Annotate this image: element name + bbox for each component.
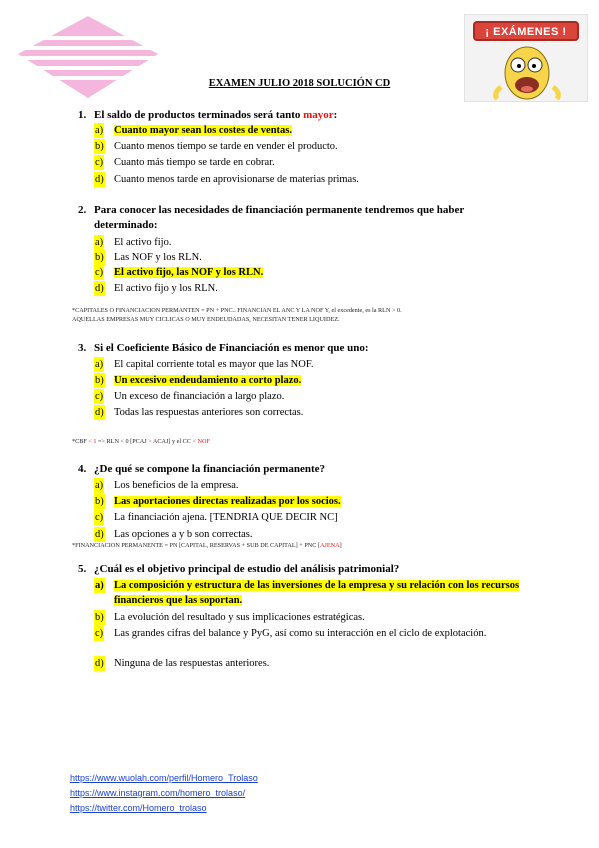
question-text: El saldo de productos terminados será tanto mayor:: [94, 109, 338, 121]
option-3b: b) Un excesivo endeudamiento a corto plazo.: [95, 375, 302, 386]
option-5a: a) La composición y estructura de las inversiones de la empresa y su relación con los recursos financieros que las soportan.: [95, 580, 520, 606]
option-2a: a) El activo fijo.: [95, 237, 172, 248]
correct-answer: Un excesivo endeudamiento a corto plazo.: [114, 375, 302, 386]
option-4d: d) Las opciones a y b son correctas.: [95, 529, 253, 540]
link-twitter[interactable]: https://twitter.com/Homero_trolaso: [70, 803, 207, 813]
page-title: EXAMEN JULIO 2018 SOLUCIÓN CD: [208, 78, 391, 89]
option-4a: a) Los beneficios de la empresa.: [95, 480, 239, 491]
option-3a: a) El capital corriente total es mayor que las NOF.: [95, 359, 314, 370]
badge-banner: ¡ EXÁMENES !: [473, 21, 579, 41]
option-2d: d) El activo fijo y los RLN.: [95, 283, 218, 294]
question-5: [78, 562, 528, 577]
note-4: *FINANCIACION PERMANENTE = PN [CAPITAL, RESERVAS + SUB DE CAPITAL] + PNC [AJENA]: [72, 542, 342, 549]
question-2: [78, 203, 528, 233]
question-text: Para conocer las necesidades de financiación permanente tendremos que haber determinado:: [94, 204, 465, 231]
question-number: 5.: [78, 563, 87, 575]
option-1a: a) Cuanto mayor sean los costes de ventas.: [95, 125, 293, 136]
option-2c: c) El activo fijo, las NOF y los RLN.: [95, 267, 264, 278]
correct-answer: Las aportaciones directas realizadas por los socios.: [114, 496, 341, 507]
correct-answer: El activo fijo, las NOF y los RLN.: [114, 267, 264, 278]
question-number: 4.: [78, 463, 87, 475]
option-5c: c) Las grandes cifras del balance y PyG, así como su interacción en el ciclo de explotación.: [95, 628, 487, 639]
note-2: *CAPITALES O FINANCIACION PERMANTEN = PN + PNC.. FINANCIAN EL ANC Y LA NOF Y, el excedente, es la RLN > 0. AQUELLAS EMPRESAS MUY CICLICAS O MUY ENDEUDADAS, NECESITAN TENER LIQUIDEZ.: [72, 307, 402, 323]
option-2b: b) Las NOF y los RLN.: [95, 252, 202, 263]
option-4c: c) La financiación ajena. [TENDRIA QUE DECIR NC]: [95, 512, 338, 523]
option-1b: b) Cuanto menos tiempo se tarde en vender el producto.: [95, 141, 338, 152]
option-4b: b) Las aportaciones directas realizadas por los socios.: [95, 496, 341, 507]
question-text: Si el Coeficiente Básico de Financiación es menor que uno:: [94, 342, 369, 354]
option-5b: b) La evolución del resultado y sus implicaciones estratégicas.: [95, 612, 365, 623]
question-1: [78, 108, 528, 123]
option-1d: d) Cuanto menos tarde en aprovisionarse de materias primas.: [95, 174, 359, 185]
correct-answer: La composición y estructura de las inversiones de la empresa y su relación con los recursos financieros que las soportan.: [114, 580, 520, 606]
note-3: *CBF < 1 => RLN < 0 [PCAJ > ACAJ] y el CC < NOF: [72, 438, 210, 445]
question-text: ¿Cuál es el objetivo principal de estudio del análisis patrimonial?: [94, 563, 400, 575]
option-1c: c) Cuanto más tiempo se tarde en cobrar.: [95, 157, 275, 168]
social-links: [70, 771, 258, 816]
question-4: [78, 462, 528, 477]
question-3: [78, 341, 528, 356]
question-text: ¿De qué se compone la financiación permanente?: [94, 463, 325, 475]
cartoon-character-icon: [487, 43, 567, 101]
correct-answer: Cuanto mayor sean los costes de ventas.: [114, 125, 293, 136]
question-number: 1.: [78, 109, 87, 121]
link-instagram[interactable]: https://www.instagram.com/homero_trolaso/: [70, 788, 246, 798]
question-number: 3.: [78, 342, 87, 354]
option-3c: c) Un exceso de financiación a largo plazo.: [95, 391, 285, 402]
question-number: 2.: [78, 204, 87, 216]
option-3d: d) Todas las respuestas anteriores son correctas.: [95, 407, 304, 418]
option-5d: d) Ninguna de las respuestas anteriores.: [95, 658, 270, 669]
link-wuolah[interactable]: https://www.wuolah.com/perfil/Homero_Trolaso: [70, 773, 258, 783]
keyword-red: mayor: [303, 109, 334, 121]
